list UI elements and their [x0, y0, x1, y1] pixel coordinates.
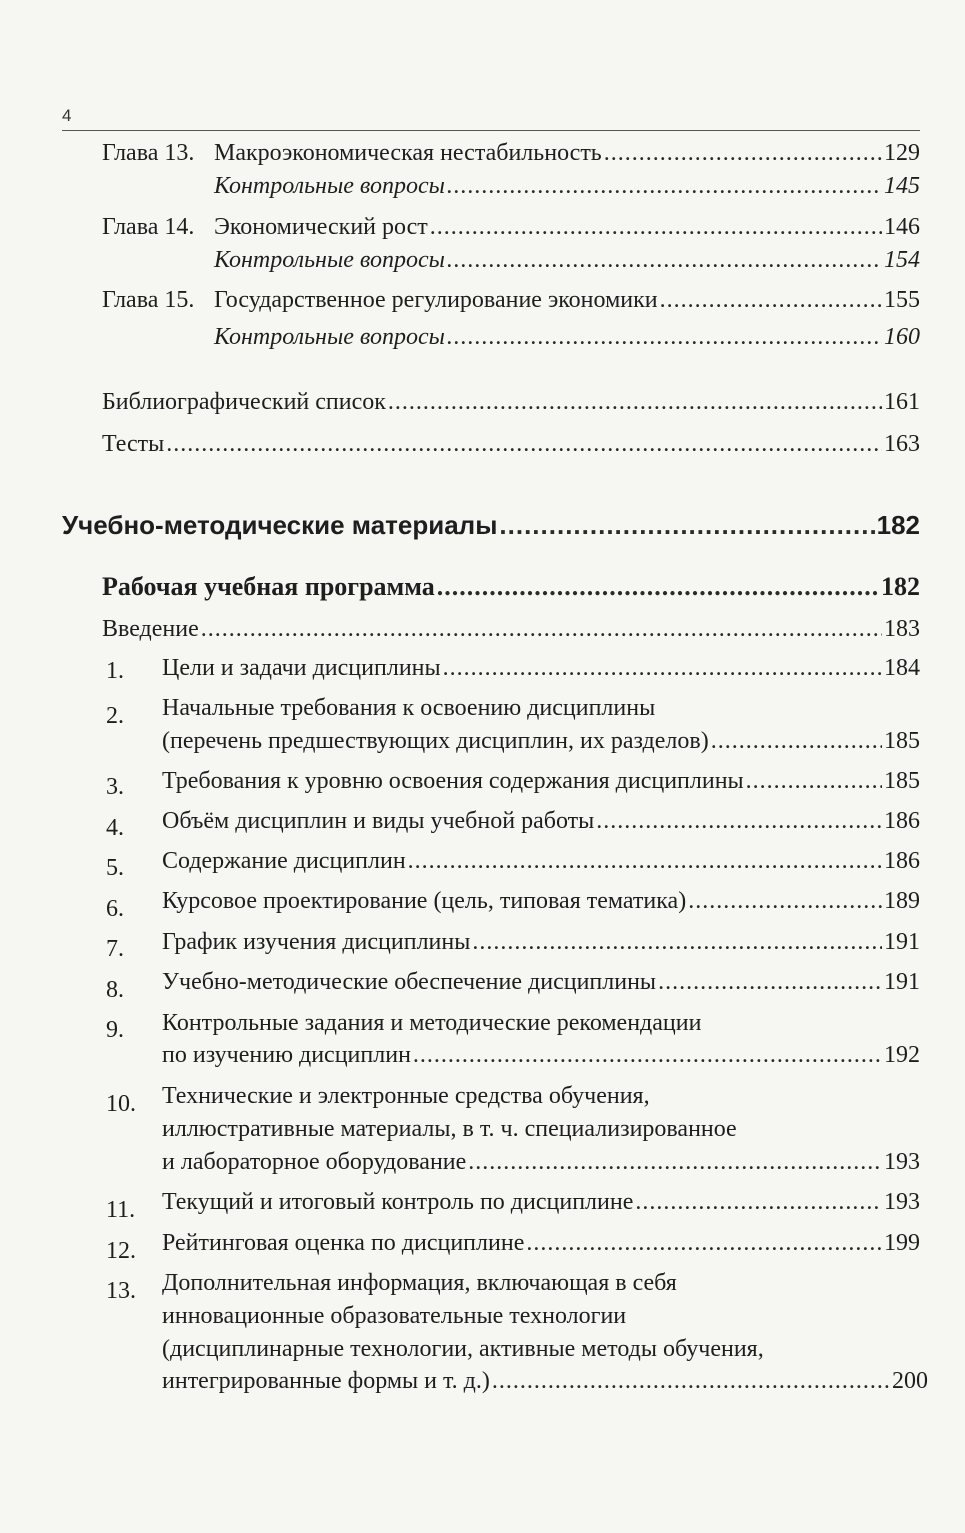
toc-chapter-14-questions[interactable]: [214, 245, 920, 275]
leader-dots: [201, 614, 882, 644]
chapter-label: Глава 13.: [102, 140, 195, 166]
item-title: Рейтинговая оценка по дисциплине: [162, 1230, 525, 1256]
page-ref: 199: [884, 1230, 920, 1256]
toc-item-2[interactable]: [162, 726, 920, 756]
page-ref: 182: [876, 510, 920, 540]
page-ref: 145: [884, 173, 920, 199]
item-title: Текущий и итоговый контроль по дисциплине: [162, 1189, 634, 1215]
item-title-line: Дополнительная информация, включающая в себя: [162, 1270, 677, 1296]
leader-dots: [447, 171, 882, 201]
section-title: Учебно-методические материалы: [62, 510, 498, 540]
toc-item-1[interactable]: [162, 653, 920, 683]
item-title: (перечень предшествующих дисциплин, их разделов): [162, 728, 709, 754]
toc-chapter-13-questions[interactable]: [214, 171, 920, 201]
leader-dots: [526, 1228, 882, 1258]
item-title-line: иллюстративные материалы, в т. ч. специализированное: [162, 1116, 737, 1142]
toc-tests[interactable]: [102, 429, 920, 459]
toc-item-7[interactable]: [162, 927, 920, 957]
item-number: 12.: [106, 1238, 136, 1264]
item-number: 3.: [106, 774, 124, 800]
leader-dots: [447, 322, 882, 352]
entry-title: Введение: [102, 616, 199, 642]
entry-title: Библиографический список: [102, 389, 386, 415]
item-number: 2.: [106, 703, 124, 729]
leader-dots: [688, 886, 882, 916]
item-title-line: Технические и электронные средства обучения,: [162, 1083, 650, 1109]
item-title-line: Контрольные задания и методические рекомендации: [162, 1010, 702, 1036]
page-ref: 155: [884, 287, 920, 313]
toc-intro[interactable]: [102, 614, 920, 644]
leader-dots: [746, 766, 882, 796]
toc-chapter-14[interactable]: [102, 212, 920, 242]
leader-dots: [658, 967, 882, 997]
leader-dots: [711, 726, 882, 756]
page-ref: 154: [884, 247, 920, 273]
entry-title: Тесты: [102, 431, 165, 457]
page-ref: 185: [884, 728, 920, 754]
item-title: График изучения дисциплины: [162, 929, 471, 955]
item-title: по изучению дисциплин: [162, 1042, 411, 1068]
chapter-title: Государственное регулирование экономики: [214, 287, 658, 313]
leader-dots: [443, 653, 882, 683]
toc-bibliography[interactable]: [102, 387, 920, 417]
item-number: 11.: [106, 1197, 136, 1223]
item-number: 1.: [106, 658, 124, 684]
chapter-title: Макроэкономическая нестабильность: [214, 140, 602, 166]
subsection-heading-title: Рабочая учебная программа: [102, 572, 435, 601]
chapter-label: Глава 15.: [102, 287, 195, 313]
toc-item-4[interactable]: [162, 806, 920, 836]
item-title: Цели и задачи дисциплины: [162, 655, 441, 681]
item-number: 5.: [106, 855, 124, 881]
toc-item-11[interactable]: [162, 1187, 920, 1217]
item-number: 4.: [106, 815, 124, 841]
leader-dots: [596, 806, 882, 836]
page-ref: 193: [884, 1189, 920, 1215]
leader-dots: [408, 846, 882, 876]
item-number: 13.: [106, 1278, 136, 1304]
page-ref: 186: [884, 848, 920, 874]
item-title: и лабораторное оборудование: [162, 1149, 467, 1175]
item-title: интегрированные формы и т. д.): [162, 1368, 490, 1394]
page-ref: 160: [884, 324, 920, 350]
item-title-line: (дисциплинарные технологии, активные методы обучения,: [162, 1336, 764, 1362]
subsection-title: Контрольные вопросы: [214, 173, 445, 199]
item-number: 9.: [106, 1017, 124, 1043]
item-title: Объём дисциплин и виды учебной работы: [162, 808, 595, 834]
item-title: Курсовое проектирование (цель, типовая тематика): [162, 888, 687, 914]
leader-dots: [492, 1366, 890, 1396]
leader-dots: [437, 572, 879, 602]
leader-dots: [635, 1187, 882, 1217]
page-ref: 161: [884, 389, 920, 415]
page-ref: 146: [884, 214, 920, 240]
item-title: Содержание дисциплин: [162, 848, 406, 874]
leader-dots: [660, 285, 882, 315]
leader-dots: [430, 212, 882, 242]
toc-chapter-15[interactable]: [102, 285, 920, 315]
toc-section-heading[interactable]: [62, 510, 920, 540]
page-ref: 186: [884, 808, 920, 834]
leader-dots: [413, 1040, 882, 1070]
page-number: 4: [62, 106, 72, 125]
leader-dots: [604, 138, 882, 168]
chapter-title: Экономический рост: [214, 214, 428, 240]
item-title-line: инновационные образовательные технологии: [162, 1303, 627, 1329]
toc-item-8[interactable]: [162, 967, 920, 997]
page-ref: 183: [884, 616, 920, 642]
toc-chapter-13[interactable]: [102, 138, 920, 168]
header-rule: [62, 130, 920, 131]
page-ref: 200: [892, 1368, 928, 1394]
subsection-title: Контрольные вопросы: [214, 324, 445, 350]
toc-item-13[interactable]: [162, 1366, 928, 1396]
page-ref: 193: [884, 1149, 920, 1175]
chapter-label: Глава 14.: [102, 214, 195, 240]
toc-item-6[interactable]: [162, 886, 920, 916]
toc-chapter-15-questions[interactable]: [214, 322, 920, 352]
item-number: 10.: [106, 1091, 136, 1117]
toc-item-10[interactable]: [162, 1147, 920, 1177]
page-ref: 191: [884, 929, 920, 955]
page-ref: 182: [881, 572, 920, 601]
subsection-title: Контрольные вопросы: [214, 247, 445, 273]
item-number: 6.: [106, 896, 124, 922]
toc-item-9[interactable]: [162, 1040, 920, 1070]
leader-dots: [388, 387, 882, 417]
leader-dots: [468, 1147, 882, 1177]
item-number: 8.: [106, 977, 124, 1003]
page-ref: 163: [884, 431, 920, 457]
toc-item-5[interactable]: [162, 846, 920, 876]
item-number: 7.: [106, 936, 124, 962]
toc-item-12[interactable]: [162, 1228, 920, 1258]
item-title-line: Начальные требования к освоению дисциплины: [162, 695, 656, 721]
page-ref: 192: [884, 1042, 920, 1068]
item-title: Учебно-методические обеспечение дисциплины: [162, 969, 657, 995]
page-ref: 184: [884, 655, 920, 681]
leader-dots: [166, 429, 882, 459]
leader-dots: [472, 927, 882, 957]
toc-subsection-heading[interactable]: [102, 572, 920, 602]
page-ref: 189: [884, 888, 920, 914]
toc-item-3[interactable]: [162, 766, 920, 796]
page-ref: 185: [884, 768, 920, 794]
page-ref: 129: [884, 140, 920, 166]
item-title: Требования к уровню освоения содержания дисциплины: [162, 768, 744, 794]
page-ref: 191: [884, 969, 920, 995]
leader-dots: [499, 510, 874, 540]
leader-dots: [447, 245, 882, 275]
